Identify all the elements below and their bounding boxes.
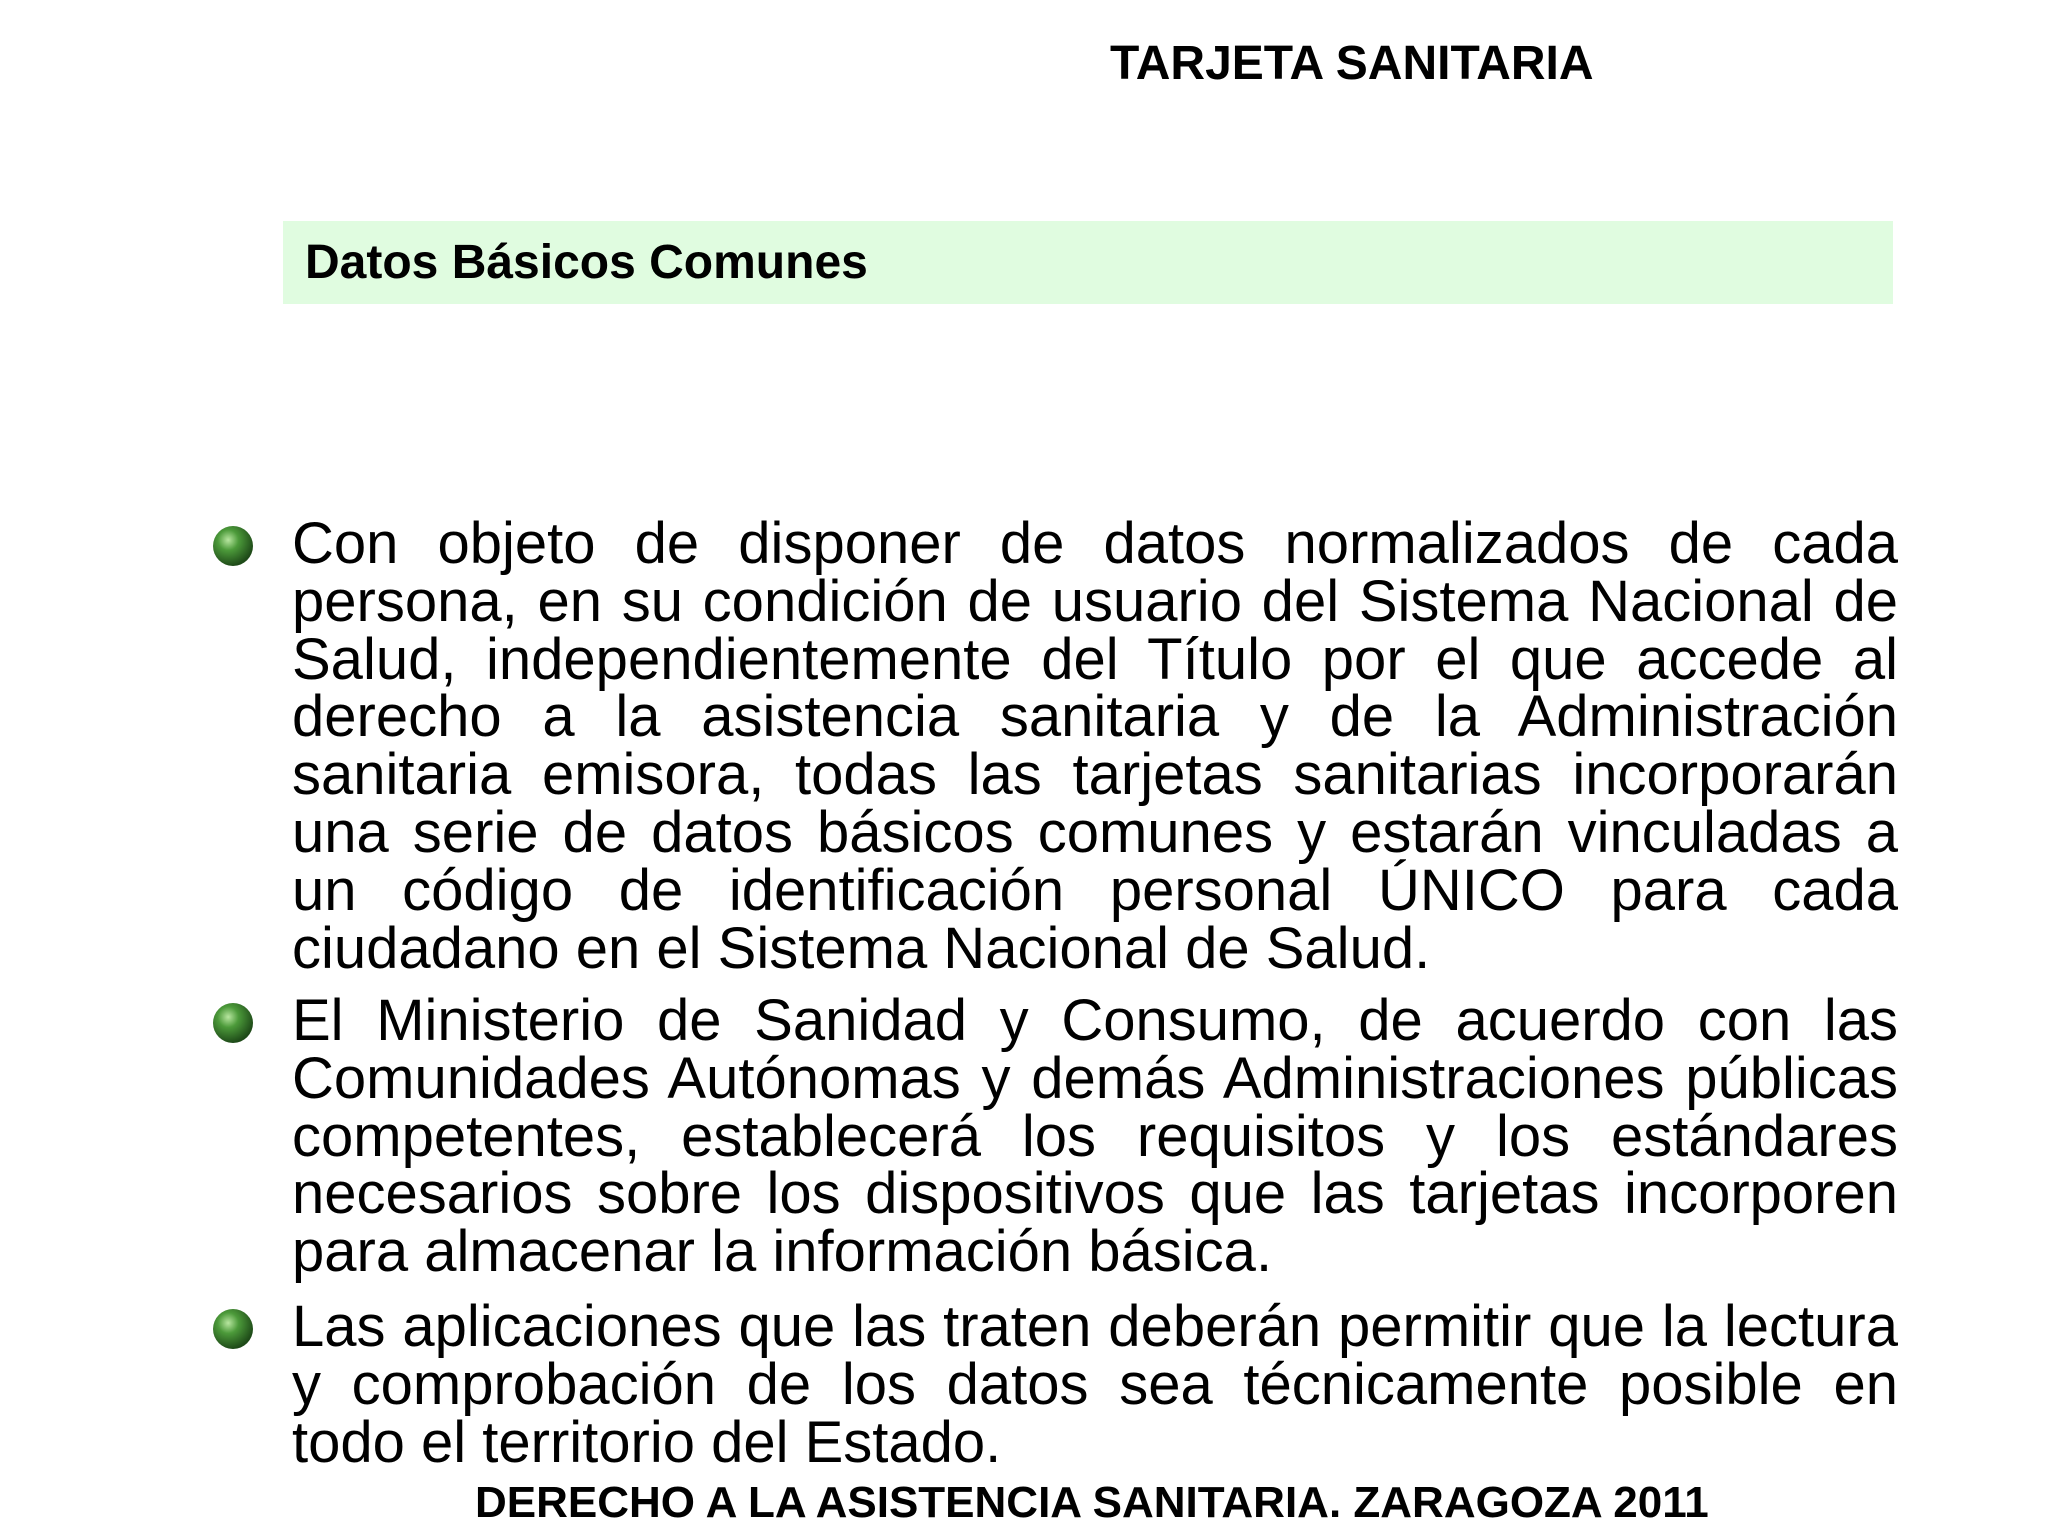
green-sphere-bullet-icon: [210, 523, 256, 569]
slide-title: TARJETA SANITARIA: [1110, 37, 1594, 90]
green-sphere-bullet-icon: [210, 1306, 256, 1352]
bullet-text: Las aplicaciones que las traten deberán permitir que la lectura y comprobación de los datos sea técnicamente posible en todo el territorio del Estado.: [292, 1294, 1898, 1475]
bullet-text: Con objeto de disponer de datos normalizados de cada persona, en su condición de usuario del Sistema Nacional de Salud, independientemente del Título por el que accede al derecho a la asistencia sanitaria y de la Administración sanitaria emisora, todas las tarjetas sanitarias incorporarán una serie de datos básicos comunes y estarán vinculadas a un código de identificación personal ÚNICO para cada ciudadano en el Sistema Nacional de Salud.: [292, 511, 1898, 981]
section-header-label: Datos Básicos Comunes: [305, 236, 868, 289]
section-header-band: [283, 221, 1893, 304]
bullet-text: El Ministerio de Sanidad y Consumo, de acuerdo con las Comunidades Autónomas y demás Administraciones públicas competentes, establecerá los requisitos y los estándares necesarios sobre los dispositivos que las tarjetas incorporen para almacenar la información básica.: [292, 988, 1898, 1285]
footer-text: DERECHO A LA ASISTENCIA SANITARIA. ZARAGOZA 2011: [475, 1478, 1709, 1527]
green-sphere-bullet-icon: [210, 1000, 256, 1046]
